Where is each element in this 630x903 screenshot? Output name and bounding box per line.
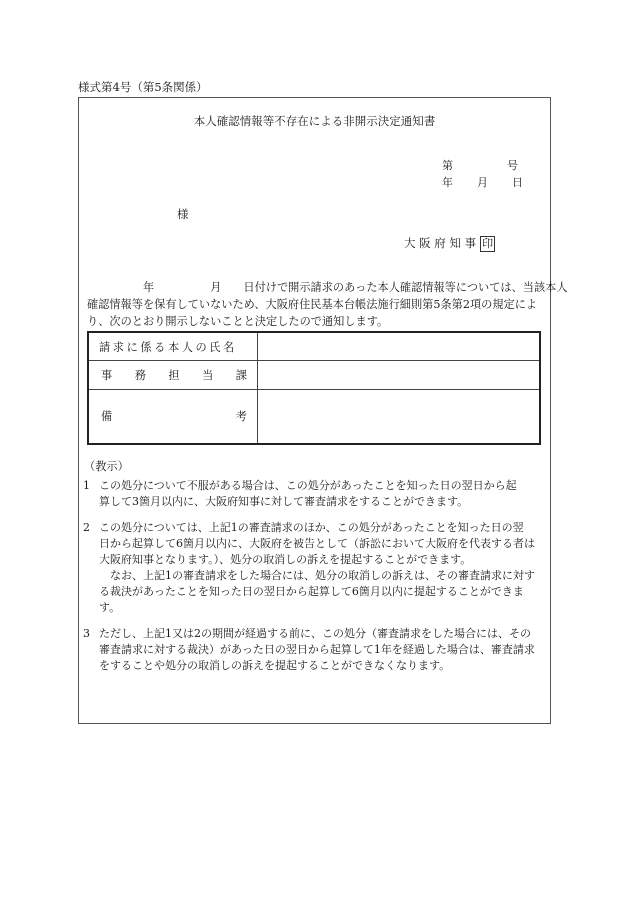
requester-name-value xyxy=(258,332,541,361)
body-text xyxy=(87,279,568,330)
remarks-value xyxy=(258,389,541,444)
instruction-item-2-line-3: 大阪府知事となります。）、処分の取消しの訴えを提起することができます。 xyxy=(99,553,472,566)
seal-mark: 印 xyxy=(482,237,494,250)
form-number: 様式第4号（第5条関係） xyxy=(78,80,208,94)
table-row-remarks xyxy=(88,389,540,444)
instructions-heading: （教示） xyxy=(84,460,129,473)
department-label-char-3: 担 xyxy=(168,368,180,382)
department-label-char-2: 務 xyxy=(134,368,146,382)
instruction-item-1-num: 1 xyxy=(83,479,90,492)
document-title: 本人確認情報等不存在による非開示決定通知書 xyxy=(193,114,436,128)
instruction-item-2-line-6: す。 xyxy=(99,601,121,614)
instruction-item-1-line-2: 算して3箇月以内に、大阪府知事に対して審査請求をすることができます。 xyxy=(99,495,469,508)
instruction-item-2-line-1: この処分については、上記1の審査請求のほか、この処分があったことを知った日の翌 xyxy=(99,521,524,534)
body-line-2: 確認情報等を保有していないため、大阪府住民基本台帳法施行細則第5条第2項の規定によ xyxy=(87,298,538,311)
notice-number-dai: 第 xyxy=(442,159,453,172)
requester-name-label-text: 請求に係る本人の氏名 xyxy=(99,340,237,354)
instruction-item-3-line-3: をすることや処分の取消しの訴えを提起することができなくなります。 xyxy=(99,659,451,672)
issue-date xyxy=(442,174,523,190)
issue-date-day: 日 xyxy=(512,176,523,189)
remarks-label-char-2: 考 xyxy=(235,410,247,424)
notice-number-go: 号 xyxy=(507,159,518,172)
issue-date-month: 月 xyxy=(477,176,488,189)
issue-date-year: 年 xyxy=(442,176,453,189)
table-row-requester-name xyxy=(88,332,540,361)
instruction-item-3-num: 3 xyxy=(83,627,90,640)
department-label xyxy=(88,361,258,390)
body-year: 年 xyxy=(143,281,155,294)
instruction-item-1-line-1: この処分について不服がある場合は、この処分があったことを知った日の翌日から起 xyxy=(99,479,517,492)
instruction-item-2-line-2: 日から起算して6箇月以内に、大阪府を被告として（訴訟において大阪府を代表する者は xyxy=(99,537,535,550)
addressee-suffix: 様 xyxy=(177,207,189,221)
remarks-label xyxy=(88,389,258,444)
info-table xyxy=(87,331,541,445)
department-label-char-1: 事 xyxy=(101,368,113,382)
body-line-1-text: 日付けで開示請求のあった本人確認情報等については、当該本人 xyxy=(243,281,568,294)
remarks-label-char-1: 備 xyxy=(101,410,113,424)
instruction-item-3 xyxy=(83,626,545,674)
body-month: 月 xyxy=(210,281,222,294)
body-line-1 xyxy=(87,279,568,296)
instruction-item-2 xyxy=(83,520,545,616)
instruction-item-1 xyxy=(83,478,545,510)
instructions-list xyxy=(83,478,545,684)
table-row-department xyxy=(88,361,540,390)
issuer-name: 大 阪 府 知 事 xyxy=(404,236,477,250)
department-value xyxy=(258,361,541,390)
instruction-item-2-line-4: なお、上記1の審査請求をした場合には、処分の取消しの訴えは、その審査請求に対す xyxy=(99,569,535,582)
instruction-item-2-line-5: る裁決があったことを知った日の翌日から起算して6箇月以内に提起することができま xyxy=(99,585,524,598)
instruction-item-3-line-1: ただし、上記1又は2の期間が経過する前に、この処分（審査請求をした場合には、その xyxy=(99,627,531,640)
body-line-3: り、次のとおり開示しないことと決定したので通知します。 xyxy=(87,315,389,328)
department-label-char-5: 課 xyxy=(235,368,247,382)
requester-name-label xyxy=(88,332,258,361)
issuer xyxy=(404,235,495,252)
notice-number xyxy=(442,157,518,173)
instruction-item-3-line-2: 審査請求に対する裁決）があった日の翌日から起算して1年を経過した場合は、審査請求 xyxy=(99,643,535,656)
document-frame xyxy=(78,97,568,724)
instruction-item-2-num: 2 xyxy=(83,521,90,534)
department-label-char-4: 当 xyxy=(202,368,214,382)
